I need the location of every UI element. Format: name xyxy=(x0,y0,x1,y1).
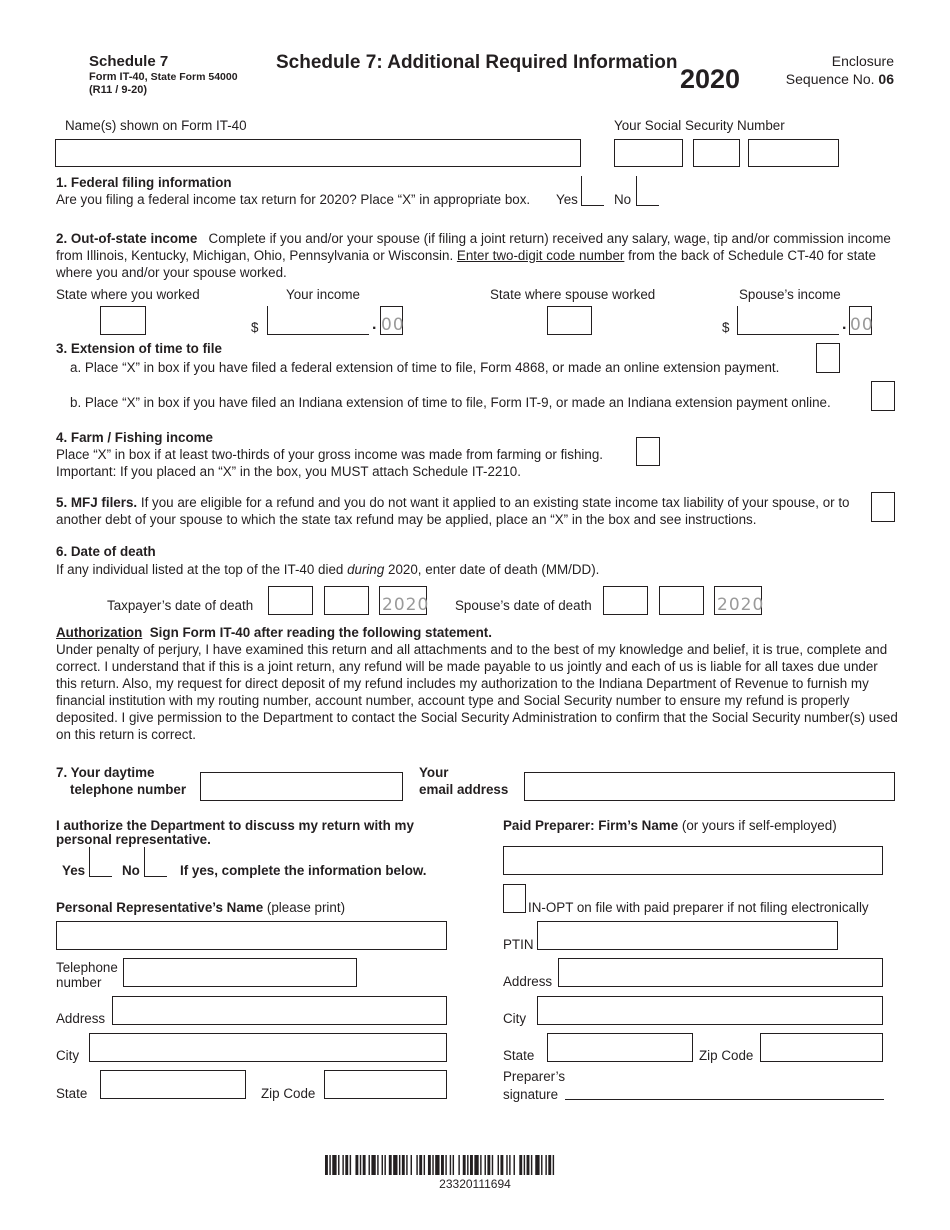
barcode-bar xyxy=(369,1155,370,1175)
barcode-bar xyxy=(402,1155,405,1175)
barcode-bar xyxy=(545,1155,546,1175)
page-title: Schedule 7: Additional Required Information xyxy=(276,52,678,73)
barcode-bar xyxy=(399,1155,400,1175)
spouse-death-month-input[interactable] xyxy=(603,586,648,615)
email-label-line2: email address xyxy=(419,782,509,797)
barcode-bar xyxy=(382,1155,383,1175)
taxpayer-death-label: Taxpayer’s date of death xyxy=(107,598,254,613)
section6-heading: 6. Date of death xyxy=(56,544,156,559)
authorization-statement: Under penalty of perjury, I have examined this return and all attachments and to the best of my knowledge and belief, it is true, complete and correct. I understand that if this is a joint return, any refund will be made payable to us jointly and each of us is liable for all taxes due under this return. Also, my request for direct deposit of my refund includes my authorization to the Indiana Department of Revenue to furnish my financial institution with my routing number, account number, account type and Social Security number to ensure my refund is properly deposited. I give permission to the Department to contact the Social Security Administration to confirm that the Social Security number(s) used on this return is correct. xyxy=(56,642,898,742)
enclosure-label: Enclosure xyxy=(831,53,894,69)
barcode-bar xyxy=(325,1155,328,1175)
barcode-bar xyxy=(441,1155,444,1175)
barcode-bar xyxy=(329,1155,330,1175)
mfj-refund-checkbox[interactable] xyxy=(871,492,895,522)
barcode-bar xyxy=(487,1155,490,1175)
rep-state-label: State xyxy=(56,1086,88,1101)
barcode-bar xyxy=(531,1155,532,1175)
federal-yes-label: Yes xyxy=(556,192,578,207)
revision-label: (R11 / 9-20) xyxy=(89,84,148,96)
ptin-input[interactable] xyxy=(537,921,838,950)
ssn-field-serial[interactable] xyxy=(748,139,839,167)
rep-phone-label: Telephone number xyxy=(56,960,118,990)
email-input[interactable] xyxy=(524,772,895,801)
if-yes-note: If yes, complete the information below. xyxy=(180,863,427,878)
barcode-bar xyxy=(355,1155,358,1175)
spouse-death-day-input[interactable] xyxy=(659,586,704,615)
barcode-bar xyxy=(332,1155,336,1175)
rep-name-label: Personal Representative’s Name (please print) xyxy=(56,900,346,915)
state-spouse-worked-input[interactable] xyxy=(547,306,592,335)
preparer-address-input[interactable] xyxy=(558,958,883,987)
barcode-bar xyxy=(548,1155,551,1175)
barcode-bar xyxy=(371,1155,375,1175)
rep-no-label: No xyxy=(122,863,140,878)
preparer-state-label: State xyxy=(503,1048,535,1063)
taxpayer-death-day-input[interactable] xyxy=(324,586,369,615)
preparer-state-input[interactable] xyxy=(547,1033,693,1062)
barcode-bar xyxy=(524,1155,525,1175)
barcode-bar xyxy=(485,1155,486,1175)
taxpayer-death-month-input[interactable] xyxy=(268,586,313,615)
preparer-city-input[interactable] xyxy=(537,996,883,1025)
section1-heading: 1. Federal filing information xyxy=(56,175,232,190)
state-you-worked-input[interactable] xyxy=(100,306,146,335)
rep-phone-input[interactable] xyxy=(123,958,357,987)
section4-line1: Place “X” in box if at least two-thirds of your gross income was made from farming or fishing. xyxy=(56,447,603,462)
ssn-field-group[interactable] xyxy=(693,139,740,167)
barcode-bar xyxy=(393,1155,397,1175)
barcode-bar xyxy=(467,1155,468,1175)
barcode-bar xyxy=(506,1155,507,1175)
form-label: Form IT-40, State Form 54000 xyxy=(89,71,238,83)
barcode-bar xyxy=(480,1155,481,1175)
federal-extension-checkbox[interactable] xyxy=(816,343,840,373)
barcode-bar xyxy=(535,1155,539,1175)
cents-placeholder: 00 xyxy=(850,315,874,335)
cents-placeholder: 00 xyxy=(381,315,405,335)
barcode-bar xyxy=(527,1155,530,1175)
name-field[interactable] xyxy=(55,139,581,167)
section5-text: 5. MFJ filers. If you are eligible for a refund and you do not want it applied to an existing state income tax liability of your spouse, or to another debt of your spouse to which the state tax refund may be applied, place an “X” in the box and see instructions. xyxy=(56,495,850,527)
ssn-field-area[interactable] xyxy=(614,139,683,167)
dollar-sign: $ xyxy=(722,320,730,335)
barcode-bar xyxy=(498,1155,499,1175)
barcode-bar xyxy=(553,1155,554,1175)
barcode-bar xyxy=(419,1155,422,1175)
section3b-text: b. Place “X” in box if you have filed an Indiana extension of time to file, Form IT-9, or made an Indiana extension payment online. xyxy=(70,395,831,410)
barcode-bar xyxy=(474,1155,478,1175)
barcode-bar xyxy=(470,1155,473,1175)
barcode-bar xyxy=(411,1155,412,1175)
section4-heading: 4. Farm / Fishing income xyxy=(56,430,214,445)
rep-city-label: City xyxy=(56,1048,80,1063)
barcode-bar xyxy=(458,1155,459,1175)
preparer-zip-input[interactable] xyxy=(760,1033,883,1062)
barcode-bar xyxy=(377,1155,378,1175)
year-placeholder: 2020 xyxy=(717,595,765,615)
preparer-address-label: Address xyxy=(503,974,553,989)
rep-zip-input[interactable] xyxy=(324,1070,447,1099)
inopt-checkbox[interactable] xyxy=(503,884,526,913)
barcode-bar xyxy=(384,1155,385,1175)
rep-yes-checkbox[interactable] xyxy=(89,847,112,877)
state-you-worked-label: State where you worked xyxy=(56,287,200,302)
year-placeholder: 2020 xyxy=(382,595,430,615)
barcode-bar xyxy=(416,1155,417,1175)
decimal-point: . xyxy=(372,316,377,333)
barcode-bar xyxy=(509,1155,510,1175)
barcode-bar xyxy=(445,1155,446,1175)
barcode-bar xyxy=(338,1155,339,1175)
barcode-bar xyxy=(428,1155,431,1175)
phone-label-line2: telephone number xyxy=(70,782,187,797)
state-spouse-worked-label: State where spouse worked xyxy=(490,287,656,302)
barcode-bar xyxy=(432,1155,433,1175)
authorize-line2: personal representative. xyxy=(56,832,211,847)
ssn-label: Your Social Security Number xyxy=(614,118,785,133)
preparer-firm-input[interactable] xyxy=(503,846,883,875)
preparer-city-label: City xyxy=(503,1011,527,1026)
rep-address-input[interactable] xyxy=(112,996,447,1025)
spouse-income-label: Spouse’s income xyxy=(739,287,841,302)
barcode-bar xyxy=(514,1155,515,1175)
barcode-bar xyxy=(541,1155,542,1175)
schedule-label: Schedule 7 xyxy=(89,53,169,70)
tax-year: 2020 xyxy=(680,64,741,94)
barcode-bar xyxy=(350,1155,351,1175)
federal-no-checkbox[interactable] xyxy=(636,176,659,206)
section6-text: If any individual listed at the top of the IT-40 died during 2020, enter date of death (MM/DD). xyxy=(56,562,600,577)
phone-label-line1: 7. Your daytime xyxy=(56,765,155,780)
spouse-death-label: Spouse’s date of death xyxy=(455,598,592,613)
barcode xyxy=(325,1155,625,1175)
decimal-point: . xyxy=(842,316,847,333)
ptin-label: PTIN xyxy=(503,937,534,952)
authorization-heading: Authorization Sign Form IT-40 after reading the following statement. xyxy=(56,625,492,640)
sequence-number: Sequence No. 06 xyxy=(785,71,894,87)
barcode-bar xyxy=(424,1155,425,1175)
name-label: Name(s) shown on Form IT-40 xyxy=(65,118,247,133)
daytime-phone-input[interactable] xyxy=(200,772,403,801)
section1-question: Are you filing a federal income tax return for 2020? Place “X” in appropriate box. xyxy=(56,192,531,207)
rep-name-input[interactable] xyxy=(56,921,447,950)
barcode-bar xyxy=(450,1155,451,1175)
barcode-bar xyxy=(363,1155,366,1175)
barcode-number: 23320111694 xyxy=(439,1177,511,1191)
dollar-sign: $ xyxy=(251,320,259,335)
preparer-signature-label: Preparer’s signature xyxy=(503,1069,566,1102)
barcode-bar xyxy=(453,1155,454,1175)
preparer-zip-label: Zip Code xyxy=(699,1048,754,1063)
federal-yes-checkbox[interactable] xyxy=(581,176,604,206)
preparer-firm-label: Paid Preparer: Firm’s Name (or yours if self-employed) xyxy=(503,818,837,833)
rep-no-checkbox[interactable] xyxy=(144,847,167,877)
your-income-input[interactable] xyxy=(267,306,369,335)
rep-city-input[interactable] xyxy=(89,1033,447,1062)
inopt-label: IN-OPT on file with paid preparer if not filing electronically xyxy=(528,900,869,915)
email-label-line1: Your xyxy=(419,765,449,780)
barcode-bar xyxy=(406,1155,407,1175)
preparer-signature-line[interactable] xyxy=(565,1099,884,1100)
rep-yes-label: Yes xyxy=(62,863,86,878)
rep-zip-label: Zip Code xyxy=(261,1086,316,1101)
authorize-line1: I authorize the Department to discuss my return with my xyxy=(56,818,414,833)
barcode-bar xyxy=(463,1155,466,1175)
section2-text: 2. Out-of-state income Complete if you and/or your spouse (if filing a joint return) received any salary, wage, tip and/or commission income from Illinois, Kentucky, Michigan, Ohio, Pennsylvania or Wisconsin. Enter two-digit code number from the back of Schedule CT-40 for state where you and/or your spouse worked. xyxy=(56,231,891,280)
farm-fishing-checkbox[interactable] xyxy=(636,437,660,466)
your-income-label: Your income xyxy=(286,287,360,302)
spouse-income-input[interactable] xyxy=(737,306,839,335)
barcode-bar xyxy=(492,1155,493,1175)
federal-no-label: No xyxy=(614,192,632,207)
barcode-bar xyxy=(519,1155,522,1175)
rep-address-label: Address xyxy=(56,1011,106,1026)
indiana-extension-checkbox[interactable] xyxy=(871,381,895,411)
rep-state-input[interactable] xyxy=(100,1070,246,1099)
barcode-bar xyxy=(435,1155,439,1175)
barcode-bar xyxy=(345,1155,348,1175)
barcode-bar xyxy=(500,1155,503,1175)
section3-heading: 3. Extension of time to file xyxy=(56,341,222,356)
section4-line2: Important: If you placed an “X” in the box, you MUST attach Schedule IT-2210. xyxy=(56,464,521,479)
barcode-bar xyxy=(389,1155,392,1175)
barcode-bar xyxy=(360,1155,361,1175)
barcode-bar xyxy=(342,1155,343,1175)
section3a-text: a. Place “X” in box if you have filed a federal extension of time to file, Form 4868, or made an online extension payment. xyxy=(70,360,780,375)
